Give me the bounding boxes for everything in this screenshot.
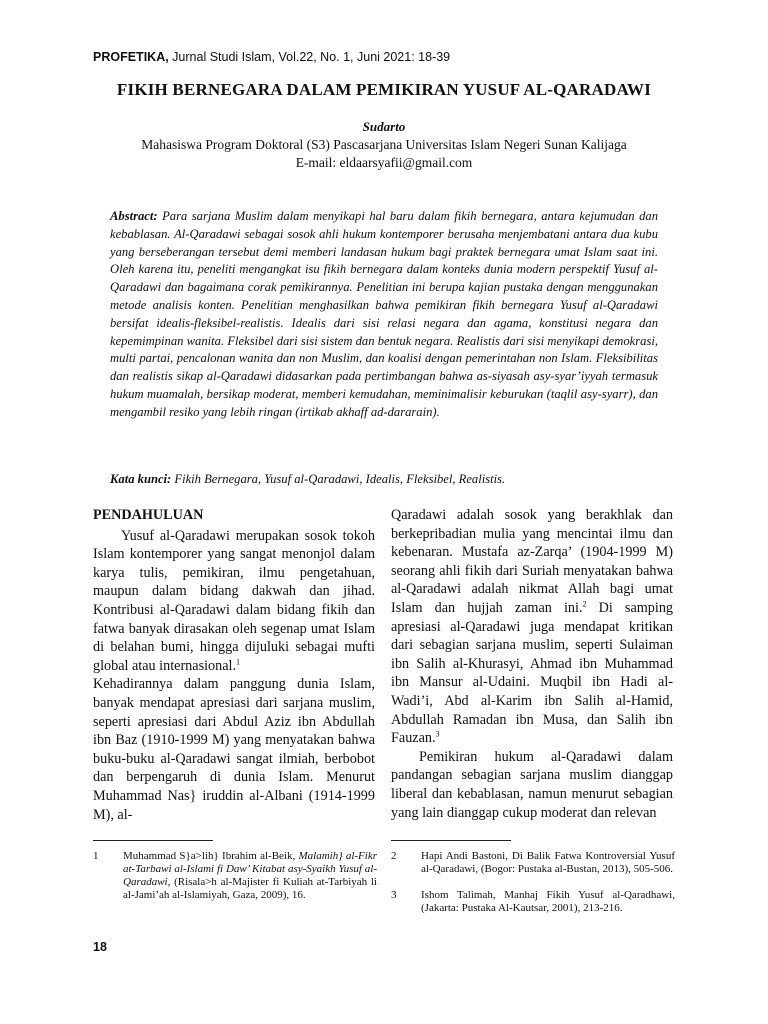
abstract-text: Para sarjana Muslim dalam menyikapi hal baru dalam fikih bernegara, antara kejumudan dan kebablasan. Al-Qaradawi sebagai sosok ahli hukum kontemporer berusaha menjembatani antara dua kubu yang berseberangan tersebut demi memberi landasan hukum bagi praktek bernegara umat Islam saat ini. Oleh karena itu, peneliti mengangkat isu fikih bernegara dalam konteks dunia modern perspektif Yusuf al-Qaradawi dan bagaimana corak pemikirannya. Penelitian ini berupa kajian pustaka dengan menggunakan metode analisis konten. Penelitian menghasilkan bahwa pemikiran fikih bernegara Yusuf al-Qaradawi bersifat idealis-fleksibel-realistis. Idealis dari sisi relasi negara dan agama, konstitusi negara dan kepemimpinan wanita. Fleksibel dari sisi sistem dan bentuk negara. Realistis dari sisi menyikapi demokrasi, multi partai, pencalonan wanita dan non Muslim, dan koalisi dengan pemerintahan non Islam. Fleksibilitas dan realistis sikap al-Qaradawi didasarkan pada pertimbangan bahwa as-siyasah asy-syar’iyyah termasuk hukum muamalah, bersikap moderat, memberi kemudahan, meminimalisir keburukan (taqlil asy-syarr), dan mengambil resiko yang lebih ringan (irtikab akhaff ad-dararain). [110, 209, 658, 419]
author-affiliation-block [100, 136, 668, 172]
footnote-number: 3 [391, 889, 397, 901]
footnote-divider [391, 840, 511, 841]
footnote-ref[interactable]: 1 [236, 657, 241, 667]
author-affiliation: Mahasiswa Program Doktoral (S3) Pascasarjana Universitas Islam Negeri Sunan Kalijaga [141, 137, 627, 152]
body-column-left [93, 506, 375, 824]
footnote-ref[interactable]: 3 [435, 729, 440, 739]
keywords-text: Fikih Bernegara, Yusuf al-Qaradawi, Idealis, Fleksibel, Realistis. [171, 472, 506, 486]
footnote: 1 Muhammad S}a>lih} Ibrahim al-Beik, Malamih} al-Fikr at-Tarbawi al-Islami fi Daw’ Kitabat asy-Syaikh Yusuf al-Qaradawi, (Risala>h al-Majister fi Kuliah at-Tarbiyah li al-Jami’ah al-Islamiyah, Gaza, 2009), 16. [93, 850, 377, 901]
abstract [110, 208, 658, 422]
footnote-number: 2 [391, 850, 397, 862]
body-paragraph: Qaradawi adalah sosok yang berakhlak dan berkepribadian mulia yang mencintai ilmu dan kebenaran. Mustafa az-Zarqa’ (1904-1999 M) seorang ahli fikih dari Suriah menyatakan bahwa al-Qaradawi adalah nikmat Allah bagi umat Islam dan hujjah zaman ini.$^2$ Di samping apresiasi al-Qaradawi juga mendapat kritikan dari sebagian sarjana muslim, seperti Sulaiman ibn Salih al-Khurasyi, Ahmad ibn Muhammad ibn Mansur al-Udaini. Muqbil ibn Hadi al-Wadi’i, Abd al-Karim ibn Salih al-Hamid, Abdullah Ramadan ibn Musa, dan Salih ibn Fauzan.$^3$ [391, 507, 674, 747]
footnote: 3 Ishom Talimah, Manhaj Fikih Yusuf al-Qaradhawi, (Jakarta: Pustaka Al-Kautsar, 2001), 213-216. [391, 889, 675, 914]
section-heading: PENDAHULUAN [93, 507, 204, 523]
footnote-ref[interactable]: 2 [582, 599, 587, 609]
footnote-divider [93, 840, 213, 841]
abstract-label: Abstract: [110, 209, 158, 223]
author-name: Sudarto [362, 119, 406, 134]
keywords [110, 472, 658, 487]
body-paragraph: Kehadirannya dalam panggung dunia Islam, banyak mendapat apresiasi dari sarjana muslim, seperti apresiasi dari Abdul Aziz ibn Abdullah ibn Baz (1910-1999 M) yang menyatakan bahwa buku-buku al-Qaradawi sangat ilmiah, berbobot dan berpengaruh di dunia Islam. Menurut Muhammad Nas} iruddin al-Albani (1914-1999 M), al- [93, 676, 375, 823]
body-column-right [391, 506, 673, 822]
journal-name: PROFETIKA, [93, 50, 169, 64]
journal-details: Jurnal Studi Islam, Vol.22, No. 1, Juni 2021: 18-39 [168, 50, 451, 64]
body-paragraph: Yusuf al-Qaradawi merupakan sosok tokoh Islam kontemporer yang sangat menonjol dalam karya tulis, pemikiran, ilmu pengetahuan, maupun dalam bidang dakwah dan jihad. Kontribusi al-Qaradawi dalam bidang fikih dan fatwa banyak dirasakan oleh segenap umat Islam di belahan bumi, hingga dijuluki sebagai mufti global atau internasional.$^1$ [93, 527, 375, 674]
body-paragraph: Pemikiran hukum al-Qaradawi dalam pandangan sebagian sarjana muslim dianggap liberal dan kebablasan, namun menurut sebagian yang lain dianggap cukup moderat dan relevan [391, 748, 673, 821]
page-number: 18 [93, 940, 107, 954]
running-header [93, 50, 683, 64]
footnote: 2 Hapi Andi Bastoni, Di Balik Fatwa Kontroversial Yusuf al-Qaradawi, (Bogor: Pustaka al-Bustan, 2013), 505-506. [391, 850, 675, 875]
article-title: FIKIH BERNEGARA DALAM PEMIKIRAN YUSUF AL-QARADAWI [116, 80, 652, 99]
footnote-number: 1 [93, 850, 99, 862]
keywords-label: Kata kunci: [110, 472, 172, 486]
author-email: E-mail: eldaarsyafii@gmail.com [295, 155, 473, 170]
